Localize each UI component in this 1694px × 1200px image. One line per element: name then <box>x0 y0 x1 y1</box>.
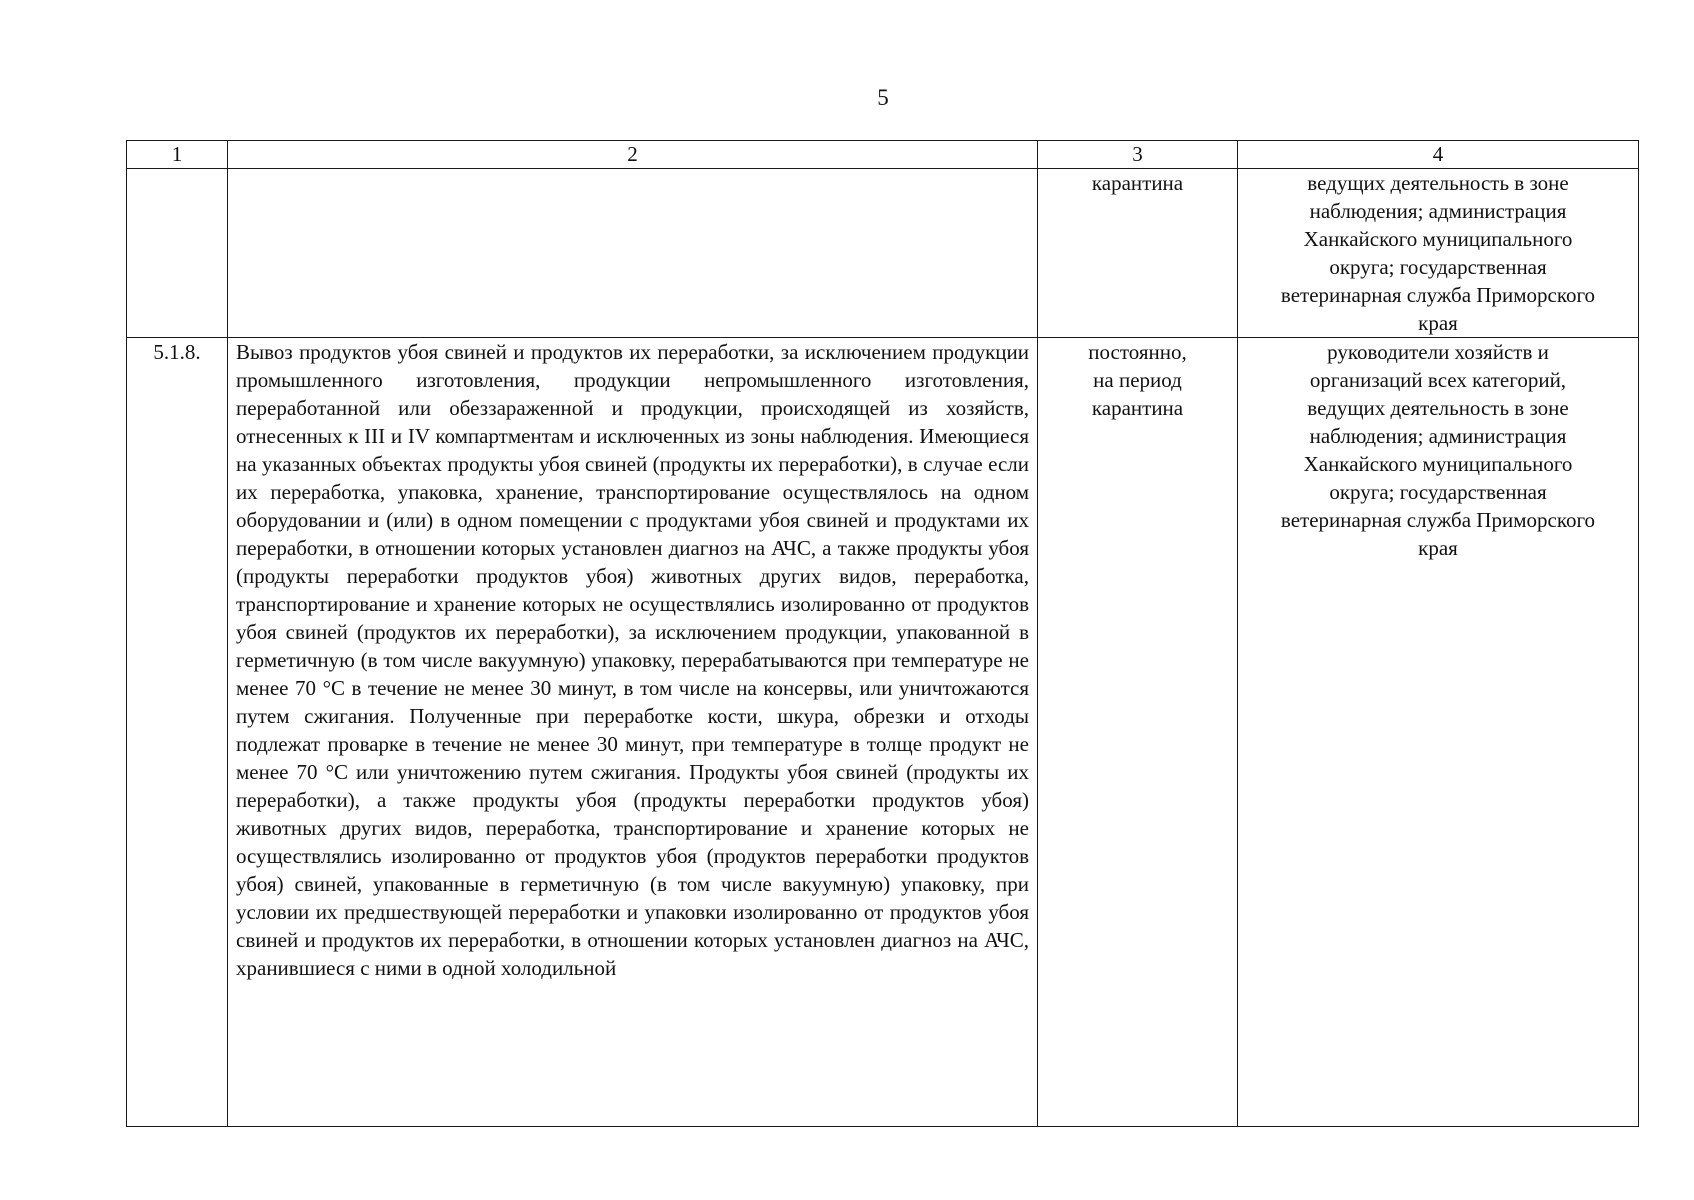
responsible-line: Ханкайского муниципального <box>1303 452 1573 476</box>
page-number: 5 <box>877 85 889 110</box>
responsible-line: округа; государственная <box>1329 480 1547 504</box>
term-line: постоянно, <box>1088 340 1187 364</box>
term-line: карантина <box>1091 396 1184 420</box>
responsible-line: ведущих деятельность в зоне <box>1307 171 1569 195</box>
header-col-4: 4 <box>1238 141 1639 169</box>
responsible-line: округа; государственная <box>1329 255 1547 279</box>
cell-responsible <box>1238 169 1639 338</box>
cell-responsible <box>1238 338 1639 1127</box>
responsible-line: Ханкайского муниципального <box>1303 227 1573 251</box>
responsible-line: края <box>1418 311 1458 335</box>
responsible-line: организаций всех категорий, <box>1309 368 1567 392</box>
cell-measure: Вывоз продуктов убоя свиней и продуктов их переработки, за исключением продукции промышленного изготовления, продукции непромышленного изготовления, переработанной или обеззараженной и продукции, происходящей из хозяйств, отнесенных к III и IV компартментам и исключенных из зоны наблюдения. Имеющиеся на указанных объектах продукты убоя свиней (продукты их переработки), в случае если их переработка, упаковка, хранение, транспортирование осуществлялось на одном оборудовании и (или) в одном помещении с продуктами убоя свиней и продуктами их переработки, в отношении которых установлен диагноз на АЧС, а также продукты убоя (продукты переработки продуктов убоя) животных других видов, переработка, транспортирование и хранение которых не осуществлялись изолированно от продуктов убоя свиней (продуктов их переработки), за исключением продукции, упакованной в герметичную (в том числе вакуумную) упаковку, перерабатываются при температуре не менее 70 °С в течение не менее 30 минут, в том числе на консервы, или уничтожаются путем сжигания. Полученные при переработке кости, шкура, обрезки и отходы подлежат проварке в течение не менее 30 минут, при температуре в толще продукт не менее 70 °С или уничтожению путем сжигания. Продукты убоя свиней (продукты их переработки), а также продукты убоя (продукты переработки продуктов убоя) животных других видов, переработка, транспортирование и хранение которых не осуществлялись изолированно от продуктов убоя (продуктов переработки продуктов убоя) свиней, упакованные в герметичную (в том числе вакуумную) упаковку, при условии их предшествующей переработки и упаковки изолированно от продуктов убоя свиней и продуктов их переработки, в отношении которых установлен диагноз на АЧС, хранившиеся с ними в одной холодильной <box>228 338 1038 1127</box>
table-row-5-1-8 <box>127 338 1639 1127</box>
responsible-line: края <box>1418 536 1458 560</box>
responsible-line: наблюдения; администрация <box>1309 199 1567 223</box>
measures-table <box>126 140 1639 1127</box>
responsible-line: руководители хозяйств и <box>1327 340 1549 364</box>
header-col-2: 2 <box>228 141 1038 169</box>
cell-term: карантина <box>1038 169 1238 338</box>
table-header-row <box>127 141 1639 169</box>
header-col-3: 3 <box>1038 141 1238 169</box>
header-col-1: 1 <box>127 141 228 169</box>
responsible-line: ведущих деятельность в зоне <box>1307 396 1569 420</box>
cell-term <box>1038 338 1238 1127</box>
cell-measure <box>228 169 1038 338</box>
responsible-line: ветеринарная служба Приморского <box>1280 508 1596 532</box>
table-row-continuation <box>127 169 1639 338</box>
cell-number: 5.1.8. <box>127 338 228 1127</box>
term-line: на период <box>1093 368 1182 392</box>
responsible-line: ветеринарная служба Приморского <box>1280 283 1596 307</box>
responsible-line: наблюдения; администрация <box>1309 424 1567 448</box>
cell-number <box>127 169 228 338</box>
